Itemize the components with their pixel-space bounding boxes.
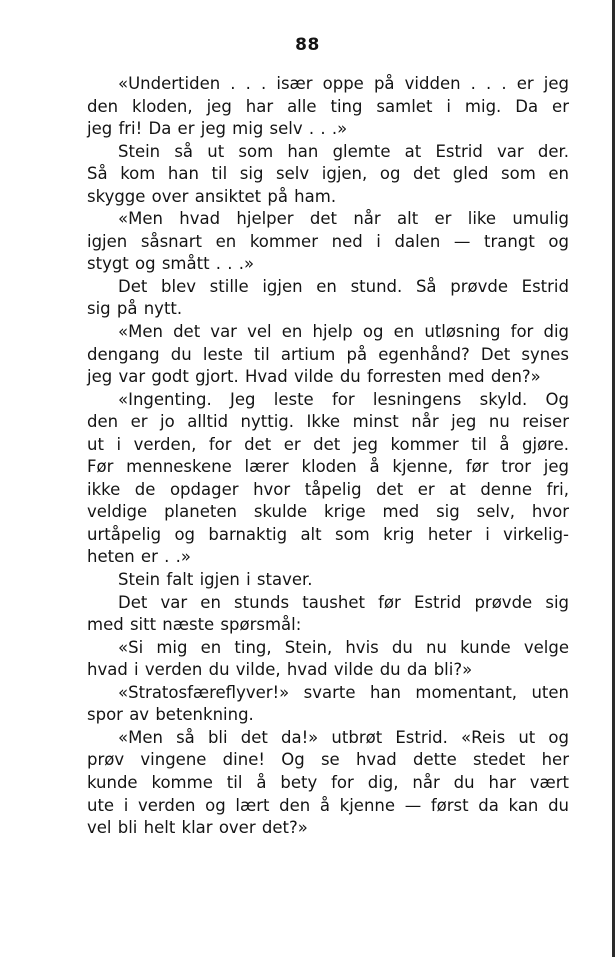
text-line: den kloden, jeg har alle ting samlet i mig. Da er: [87, 96, 569, 116]
text-line: jeg fri! Da er jeg mig selv . . .»: [87, 119, 348, 139]
text-line: «Ingenting. Jeg leste for lesningens skyld. Og: [118, 389, 569, 409]
text-line: kunde komme til å bety for dig, når du har vært: [87, 772, 569, 792]
text-line: skygge over ansiktet på ham.: [87, 186, 337, 206]
page-number: 88: [295, 35, 320, 55]
text-line: sig på nytt.: [87, 299, 183, 319]
text-line: spor av betenkning.: [87, 705, 254, 725]
text-line: prøv vingene dine! Og se hvad dette stedet her: [87, 750, 569, 770]
text-line: Stein falt igjen i staver.: [118, 570, 313, 590]
text-line: ut i verden, for det er det jeg kommer til å gjøre.: [87, 434, 569, 454]
text-line: veldige planeten skulde krige med sig selv, hvor: [87, 502, 569, 522]
text-line: «Undertiden . . . især oppe på vidden . . . er jeg: [118, 74, 569, 93]
text-line: stygt og smått . . .»: [87, 254, 255, 274]
text-line: med sitt næste spørsmål:: [87, 615, 302, 635]
text-line: «Men hvad hjelper det når alt er like umulig: [118, 209, 569, 229]
text-line: hvad i verden du vilde, hvad vilde du da bli?»: [87, 660, 473, 680]
text-line: «Stratosfæreflyver!» svarte han momentant, uten: [118, 682, 569, 702]
text-line: ikke de opdager hvor tåpelig det er at denne fri,: [87, 479, 569, 499]
text-line: urtåpelig og barnaktig alt som krig heter i virkelig-: [87, 524, 569, 544]
text-line: «Si mig en ting, Stein, hvis du nu kunde velge: [118, 637, 569, 657]
text-line: igjen såsnart en kommer ned i dalen — trangt og: [87, 231, 569, 251]
text-line: Før menneskene lærer kloden å kjenne, før tror jeg: [87, 457, 569, 477]
text-line: ute i verden og lært den å kjenne — først da kan du: [87, 795, 569, 815]
text-line: «Men det var vel en hjelp og en utløsning for dig: [118, 322, 569, 342]
text-line: Så kom han til sig selv igjen, og det gled som en: [87, 164, 569, 184]
text-line: Stein så ut som han glemte at Estrid var der.: [118, 141, 569, 161]
body-text: [87, 73, 569, 840]
text-line: Det blev stille igjen en stund. Så prøvde Estrid: [118, 276, 569, 296]
text-line: vel bli helt klar over det?»: [87, 818, 308, 838]
text-line: den er jo alltid nyttig. Ikke minst når jeg nu reiser: [87, 412, 569, 432]
text-line: dengang du leste til artium på egenhånd? Det synes: [87, 344, 569, 364]
text-line: «Men så bli det da!» utbrøt Estrid. «Reis ut og: [118, 727, 569, 747]
text-line: jeg var godt gjort. Hvad vilde du forresten med den?»: [87, 367, 541, 387]
text-line: heten er . .»: [87, 547, 191, 567]
text-line: Det var en stunds taushet før Estrid prøvde sig: [118, 592, 569, 612]
